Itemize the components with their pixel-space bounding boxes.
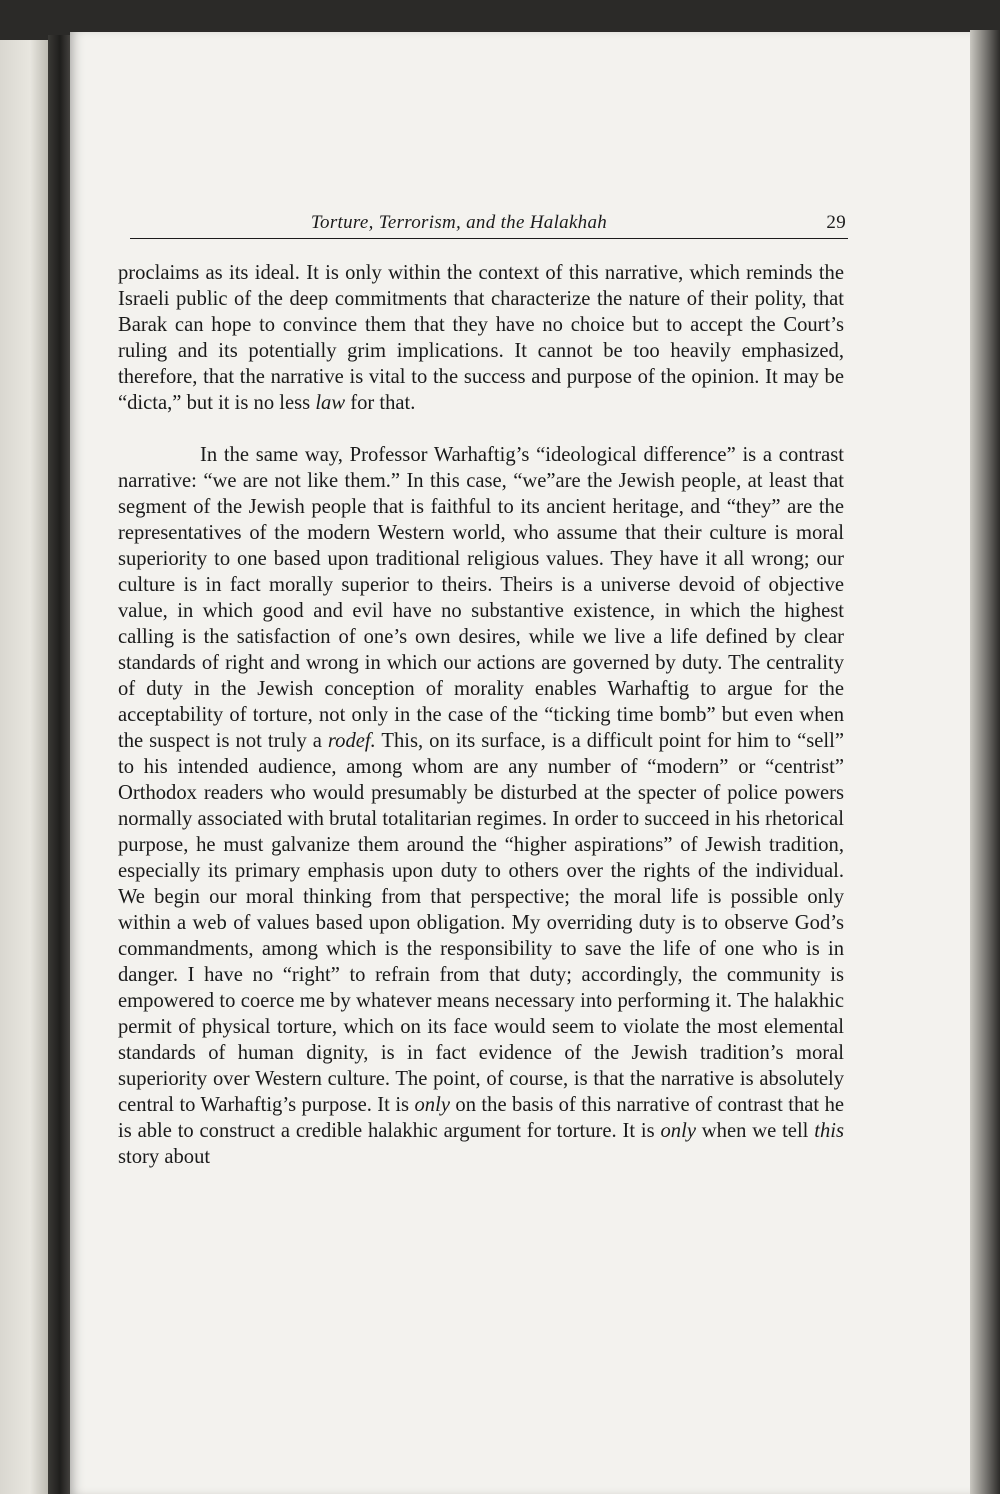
paragraph-1 — [118, 260, 844, 416]
page-edge-shadow — [970, 30, 1000, 1494]
emphasis-only-1: only — [414, 1094, 450, 1116]
paragraph-2-text-d: when we tell — [695, 1120, 815, 1142]
paragraph-2-text-a: In the same way, Professor Warhaftig’s “ideological difference” is a contrast narrative: “we are not like them.” In this case, “we”are the Jewish people, at least that segment of the Jewish people that is faithful to its ancient heritage, and “they” are the representatives of the modern Western world, who assume that their culture is moral superiority to one based upon traditional religious values. They have it all wrong; our culture is in fact morally superior to theirs. Theirs is a universe devoid of objective value, in which good and evil have no substantive existence, in which the highest calling is the satisfaction of one’s own desires, while we live a life defined by clear standards of right and wrong in which our actions are governed by duty. The centrality of duty in the Jewish conception of morality enables Warhaftig to argue for the acceptability of torture, not only in the case of the “ticking time bomb” but even when the suspect is not truly a — [118, 444, 844, 752]
emphasis-rodef: rodef. — [327, 730, 376, 752]
paragraph-1-text-end: for that. — [345, 392, 416, 414]
page-number: 29 — [826, 212, 846, 233]
running-title: Torture, Terrorism, and the Halakhah — [310, 212, 608, 233]
paragraph-2-text-e: story about — [118, 1146, 211, 1168]
emphasis-law: law — [315, 392, 346, 414]
emphasis-only-2: only — [660, 1120, 696, 1142]
facing-page-edge — [0, 40, 50, 1494]
book-gutter — [48, 35, 72, 1494]
paragraph-2 — [118, 442, 844, 1170]
body-text — [118, 260, 844, 1340]
paragraph-2-text-b: This, on its surface, is a difficult point for him to “sell” to his intended audience, among whom are any number of “modern” or “centrist” Orthodox readers who would presumably be disturbed at the specter of police powers normally associated with brutal totalitarian regimes. In order to succeed in his rhetorical purpose, he must galvanize them around the “higher aspirations” of Jewish tradition, especially its primary emphasis upon duty to others over the rights of the individual. We begin our moral thinking from that perspective; the moral life is possible only within a web of values based upon obligation. My overriding duty is to observe God’s commandments, among which is the responsibility to save the life of one who is in danger. I have no “right” to refrain from that duty; accordingly, the community is empowered to coerce me by whatever means necessary into performing it. The halakhic permit of physical torture, which on its face would seem to violate the most elemental standards of human dignity, is in fact evidence of the Jewish tradition’s moral superiority over Western culture. The point, of course, is that the narrative is absolutely central to Warhaftig’s purpose. It is — [118, 730, 844, 1116]
paragraph-2-text-c: on the basis of this narrative of contrast that he is able to construct a credible halakhic argument for torture. It is — [118, 1094, 845, 1142]
paragraph-1-text: proclaims as its ideal. It is only within the context of this narrative, which reminds the Israeli public of the deep commitments that characterize the nature of their polity, that Barak can hope to convince them that they have no choice but to accept the Court’s ruling and its potentially grim implications. It cannot be too heavily emphasized, therefore, that the narrative is vital to the success and purpose of the opinion. It may be “dicta,” but it is no less — [118, 262, 844, 414]
running-header — [130, 212, 848, 239]
emphasis-this: this — [814, 1120, 844, 1142]
